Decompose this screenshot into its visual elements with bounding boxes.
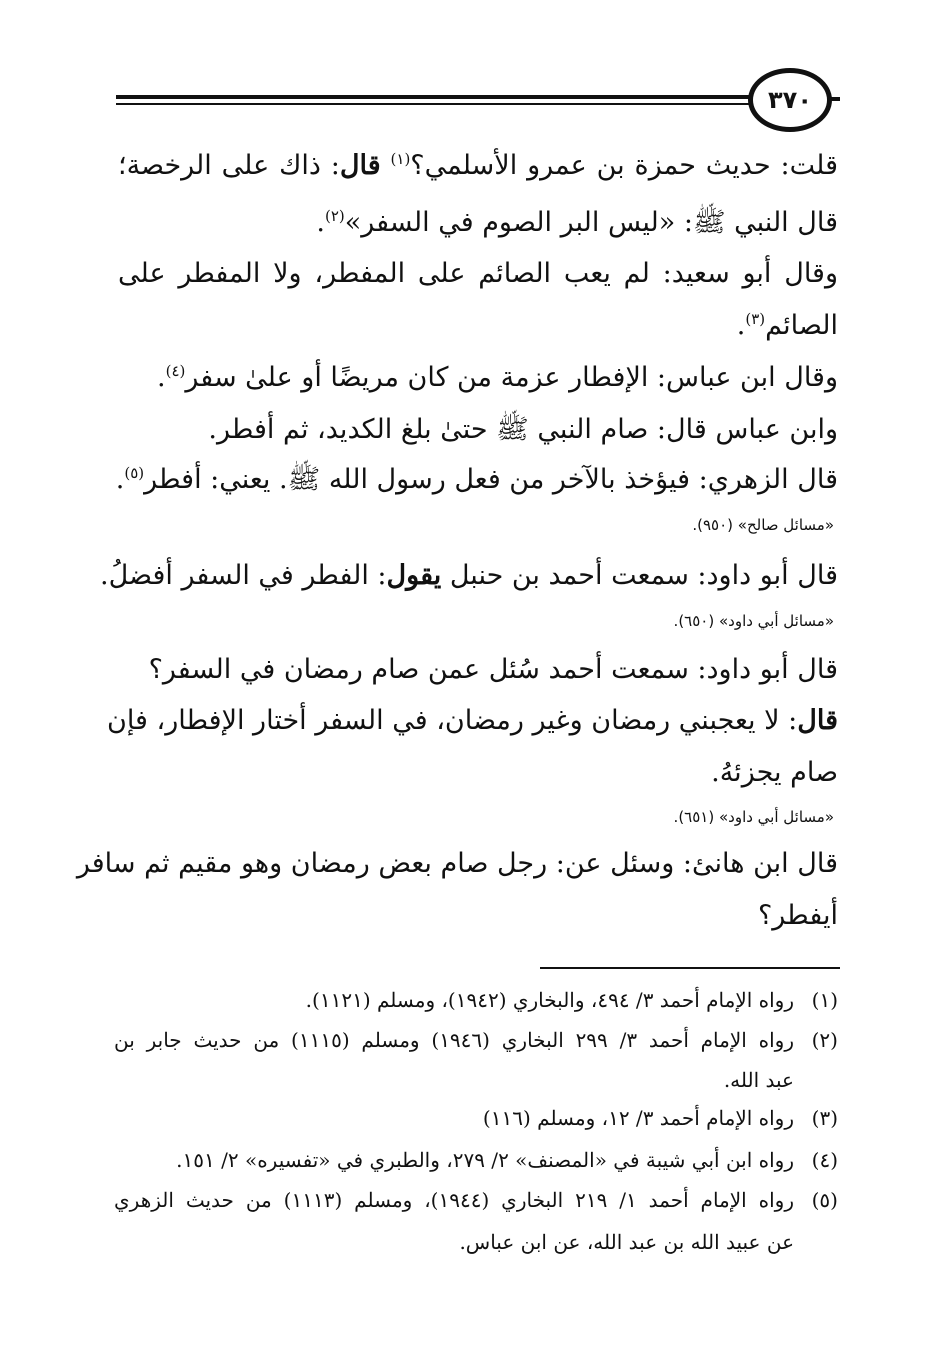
text-line-6: وابن عباس قال: صام النبي ﷺ حتىٰ بلغ الكديد، ثم أفطر. <box>208 414 838 445</box>
footnote-2-continuation: عبد الله. <box>723 1068 794 1092</box>
source-citation-3: «مسائل أبي داود» (٦٥١). <box>673 808 834 826</box>
page-number: ٣٧٠ <box>768 86 812 114</box>
footnote-3 <box>483 1106 838 1130</box>
header-rule-thick <box>116 95 756 99</box>
text-line-2: قال النبي ﷺ: «ليس البر الصوم في السفر»$^{(٢)}$. <box>316 207 838 238</box>
footnote-5-continuation: عن عبيد الله بن عبد الله، عن ابن عباس. <box>459 1230 794 1254</box>
footnote-number: (٢) <box>811 1028 838 1052</box>
text-line-9: قال أبو داود: سمعت أحمد سُئل عمن صام رمضان في السفر؟ <box>148 654 838 685</box>
footnote-text: رواه الإمام أحمد ١/ ٢١٩ البخاري (١٩٤٤)، ومسلم (١١١٣) من حديث الزهري <box>114 1188 794 1212</box>
footnote-text: رواه الإمام أحمد ٣/ ٤٩٤، والبخاري (١٩٤٢)، ومسلم (١١٢١). <box>305 988 794 1012</box>
footnote-number: (٤) <box>811 1148 838 1172</box>
footnote-4 <box>176 1148 838 1172</box>
footnote-2 <box>114 1028 838 1052</box>
text-line-10: قال: لا يعجبني رمضان وغير رمضان، في السفر أختار الإفطار، فإن <box>107 705 838 736</box>
source-citation-1: «مسائل صالح» (٩٥٠). <box>692 516 834 534</box>
text-line-4: الصائم$^{(٣)}$. <box>736 310 838 341</box>
footnote-text: رواه الإمام أحمد ٣/ ١٢، ومسلم (١١٦) <box>482 1106 794 1130</box>
source-citation-2: «مسائل أبي داود» (٦٥٠). <box>673 612 834 630</box>
text-line-1: قلت: حديث حمزة بن عمرو الأسلمي؟$^{(١)}$ قال: ذاك على الرخصة؛ <box>118 150 839 181</box>
footnote-1 <box>306 988 838 1012</box>
footnote-separator <box>540 967 840 969</box>
text-line-7: قال الزهري: فيؤخذ بالآخر من فعل رسول الله ﷺ. يعني: أفطر$^{(٥)}$. <box>115 464 838 495</box>
text-line-5: وقال ابن عباس: الإفطار عزمة من كان مريضًا أو علىٰ سفر$^{(٤)}$. <box>157 362 838 393</box>
text-line-11: صام يجزئهُ. <box>711 757 838 788</box>
page-number-oval <box>748 68 832 132</box>
footnote-text: رواه الإمام أحمد ٣/ ٢٩٩ البخاري (١٩٤٦) ومسلم (١١١٥) من حديث جابر بن <box>114 1028 794 1052</box>
text-line-13: أيفطر؟ <box>757 900 838 931</box>
footnote-number: (٥) <box>811 1188 838 1212</box>
footnote-text: رواه ابن أبي شيبة في «المصنف» ٢/ ٢٧٩، والطبري في «تفسيره» ٢/ ١٥١. <box>176 1148 794 1172</box>
footnote-5 <box>114 1188 838 1212</box>
footnote-number: (١) <box>811 988 838 1012</box>
text-line-8: قال أبو داود: سمعت أحمد بن حنبل يقول: الفطر في السفر أفضلُ. <box>100 560 838 591</box>
footnote-number: (٣) <box>811 1106 838 1130</box>
text-line-12: قال ابن هانئ: وسئل عن: رجل صام بعض رمضان وهو مقيم ثم سافر <box>76 848 838 879</box>
text-line-3: وقال أبو سعيد: لم يعب الصائم على المفطر، ولا المفطر على <box>118 258 838 289</box>
header-rule-thin <box>116 103 756 105</box>
